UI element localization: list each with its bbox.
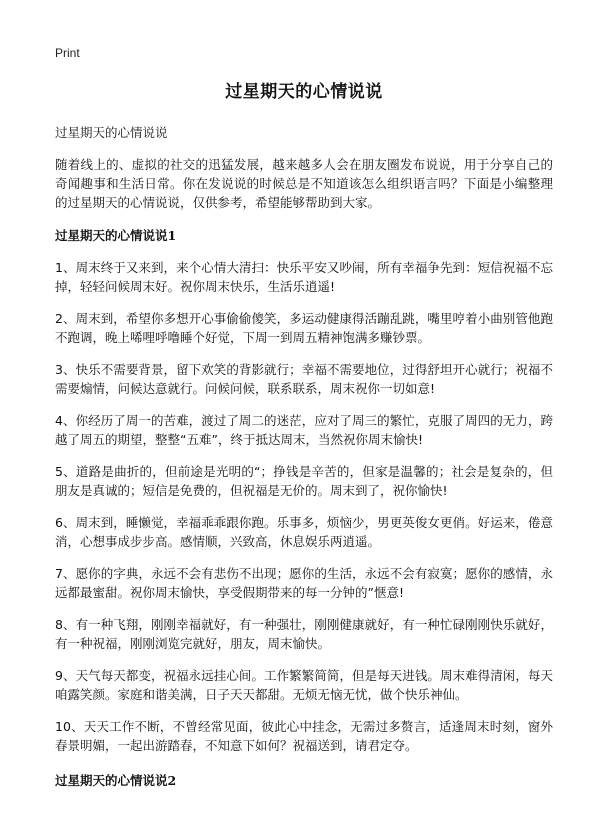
section-heading-2: 过星期天的心情说说2 — [55, 773, 177, 788]
intro-paragraph: 随着线上的、虚拟的社交的迅猛发展，越来越多人会在朋友圈发布说说，用于分享自己的奇闻趣事和生活日常。你在发说说的时候总是不知道该怎么组织语言吗？下面是小编整理的过星期天的心情说说，仅供参考，希望能够帮助到大家。 — [55, 157, 553, 210]
section-1-list — [55, 258, 553, 755]
page-title: 过星期天的心情说说 — [225, 82, 383, 102]
document-body — [55, 80, 553, 803]
section-heading-1: 过星期天的心情说说1 — [55, 228, 177, 243]
list-item: 5、道路是曲折的，但前途是光明的“；挣钱是辛苦的，但家是温馨的；社会是复杂的，但朋友是真诚的；短信是免费的，但祝福是无价的。周末到了，祝你愉快! — [55, 464, 553, 498]
list-item: 7、愿你的字典，永远不会有悲伤不出现；愿你的生活，永远不会有寂寞；愿你的感情，永远都最蜜甜。祝你周末愉快，享受假期带来的每一分钟的”惬意! — [55, 566, 553, 600]
list-item: 3、快乐不需要背景，留下欢笑的背影就行；幸福不需要地位，过得舒坦开心就行；祝福不需要煽情，问候达意就行。问候问候，联系联系，周末祝你一切如意! — [55, 362, 553, 396]
list-item: 6、周末到，睡懒觉，幸福乖乖跟你跑。乐事多，烦恼少，男更英俊女更俏。好运来，倦意消，心想事成步步高。感情顺，兴致高，休息娱乐两逍遥。 — [55, 515, 553, 549]
document-subtitle: 过星期天的心情说说 — [55, 125, 168, 140]
print-link[interactable]: Print — [55, 46, 80, 60]
list-item: 8、有一种飞翔，刚刚幸福就好，有一种强壮，刚刚健康就好，有一种忙碌刚刚快乐就好，有一种祝福，刚刚浏览完就好，朋友，周末愉快。 — [55, 617, 553, 651]
list-item: 4、你经历了周一的苦难，渡过了周二的迷茫，应对了周三的繁忙，克服了周四的无力，跨越了周五的期望，整整“五难”，终于抵达周末，当然祝你周末愉快! — [55, 413, 553, 447]
list-item: 9、天气每天都变，祝福永远挂心间。工作繁繁简简，但是每天进钱。周末难得清闲，每天咱露笑颜。家庭和谐美满，日子天天都甜。无烦无恼无忧，做个快乐神仙。 — [55, 668, 553, 702]
list-item: 10、天天工作不断，不曾经常见面，彼此心中挂念，无需过多赘言，适逢周末时刻，窗外春景明媚，一起出游踏春，不知意下如何？祝福送到，请君定夺。 — [55, 719, 553, 753]
list-item: 2、周末到，希望你多想开心事偷偷傻笑，多运动健康得活蹦乱跳，嘴里哼着小曲别管他跑不跑调，晚上唏哩呼噜睡个好觉，下周一到周五精神饱满多赚钞票。 — [55, 311, 553, 345]
list-item: 1、周末终于又来到，来个心情大清扫：快乐平安又吵闹，所有幸福争先到：短信祝福不忘掉，轻轻问候周末好。祝你周末快乐，生活乐逍遥! — [55, 260, 553, 294]
